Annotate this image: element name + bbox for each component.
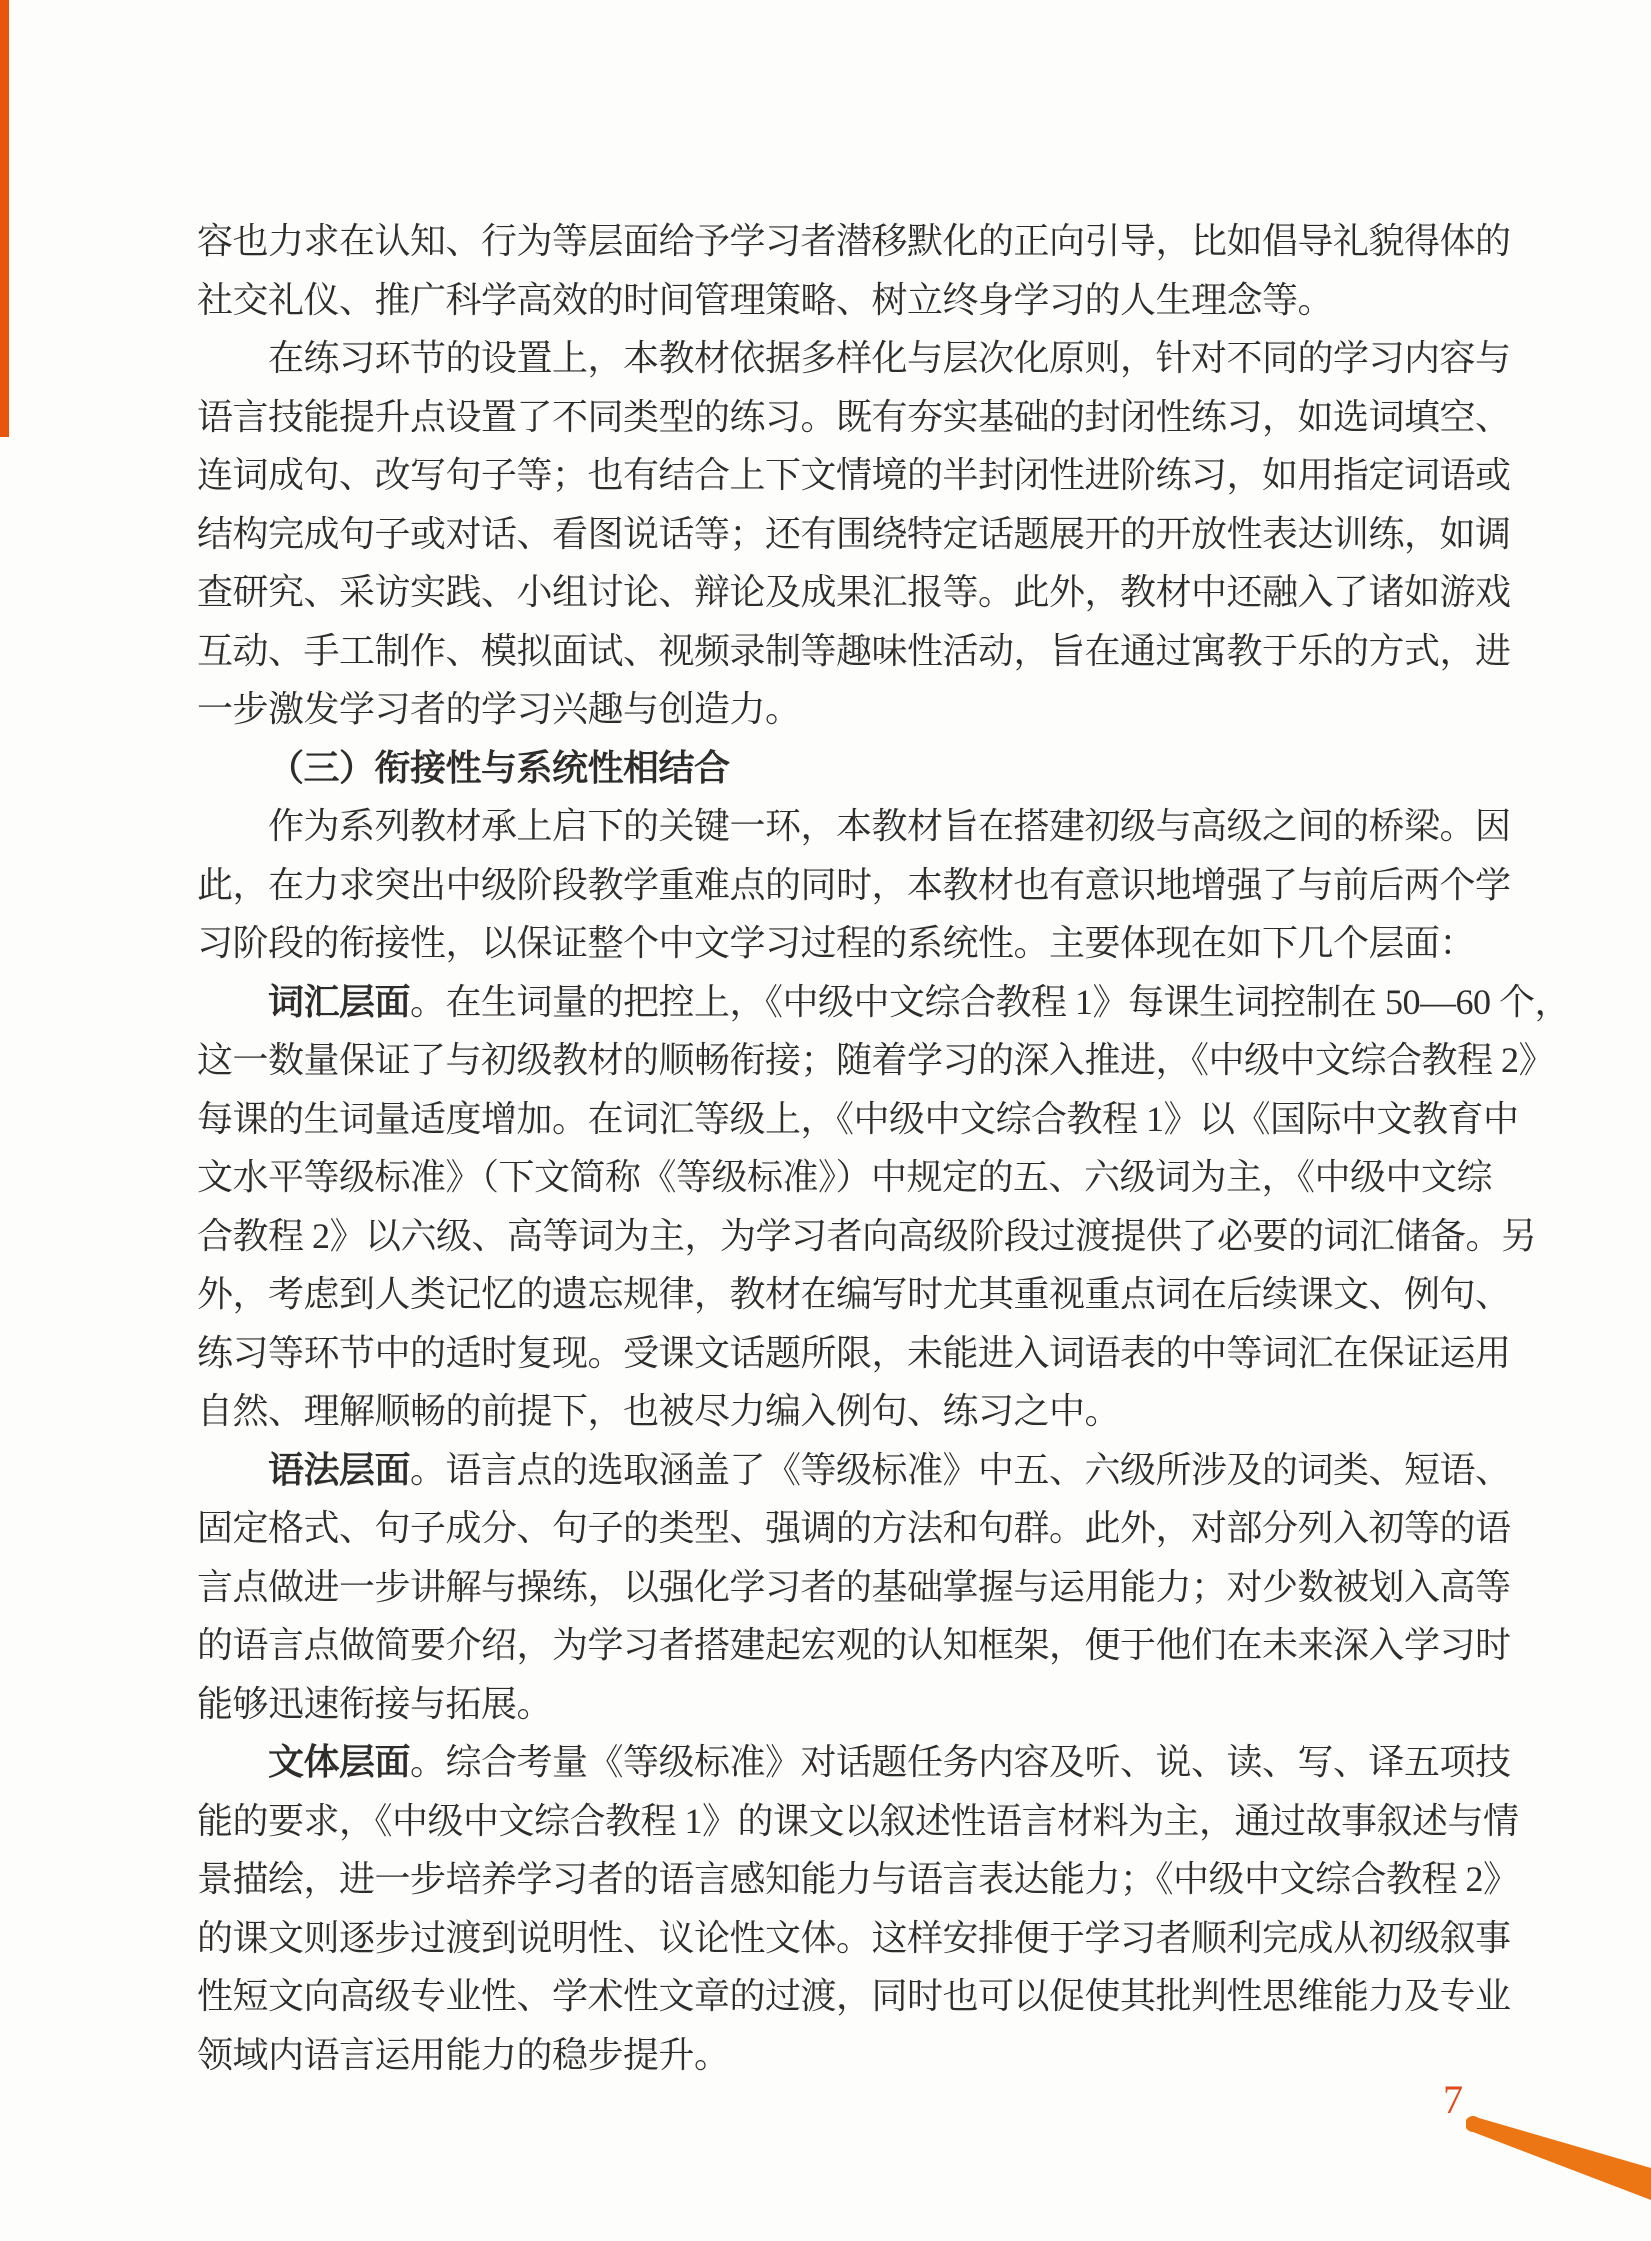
- text-line: 每课的生词量适度增加。在词汇等级上，《中级中文综合教程 1》以《国际中文教育中: [197, 1098, 1519, 1139]
- text-line: 词汇层面。在生词量的把控上，《中级中文综合教程 1》每课生词控制在 50—60 个，: [268, 981, 1571, 1022]
- text-line: 能的要求，《中级中文综合教程 1》的课文以叙述性语言材料为主，通过故事叙述与情: [197, 1800, 1519, 1841]
- text-line: 一步激发学习者的学习兴趣与创造力。: [197, 689, 801, 729]
- text-line: 语法层面。语言点的选取涵盖了《等级标准》中五、六级所涉及的词类、短语、: [268, 1449, 1511, 1490]
- text-line: 合教程 2》以六级、高等词为主，为学习者向高级阶段过渡提供了必要的词汇储备。另: [197, 1215, 1537, 1256]
- run-in-bold-label: 语法层面: [268, 1449, 411, 1490]
- text-line: 习阶段的衔接性，以保证整个中文学习过程的系统性。主要体现在如下几个层面：: [197, 923, 1476, 963]
- corner-swoosh-graphic: [1466, 2108, 1651, 2218]
- text-line: 这一数量保证了与初级教材的顺畅衔接；随着学习的深入推进，《中级中文综合教程 2》: [197, 1040, 1555, 1080]
- text-line: 景描绘，进一步培养学习者的语言感知能力与语言表达能力；《中级中文综合教程 2》: [197, 1859, 1519, 1899]
- text-line: 容也力求在认知、行为等层面给予学习者潜移默化的正向引导，比如倡导礼貌得体的: [197, 221, 1511, 261]
- run-in-bold-label: 词汇层面: [268, 981, 411, 1022]
- text-lines: [197, 212, 1571, 2084]
- page-text: [197, 212, 1571, 2084]
- left-edge-accent-bar: [0, 0, 9, 437]
- text-line: 性短文向高级专业性、学术性文章的过渡，同时也可以促使其批判性思维能力及专业: [197, 1976, 1511, 2016]
- text-line: 社交礼仪、推广科学高效的时间管理策略、树立终身学习的人生理念等。: [197, 279, 1334, 320]
- section-heading: （三）衔接性与系统性相结合: [268, 747, 730, 788]
- run-in-bold-label: 文体层面: [268, 1742, 411, 1782]
- text-line: 语言技能提升点设置了不同类型的练习。既有夯实基础的封闭性练习，如选词填空、: [197, 396, 1511, 437]
- text-line: 文体层面。综合考量《等级标准》对话题任务内容及听、说、读、写、译五项技: [268, 1742, 1511, 1782]
- text-line: 文水平等级标准》（下文简称《等级标准》）中规定的五、六级词为主，《中级中文综: [197, 1157, 1493, 1197]
- text-line: 能够迅速衔接与拓展。: [197, 1683, 553, 1724]
- text-line: 作为系列教材承上启下的关键一环，本教材旨在搭建初级与高级之间的桥梁。因: [268, 806, 1511, 846]
- page-number: 7: [1443, 2077, 1463, 2122]
- text-line: 领域内语言运用能力的稳步提升。: [197, 2034, 730, 2075]
- text-line: 结构完成句子或对话、看图说话等；还有围绕特定话题展开的开放性表达训练，如调: [197, 513, 1511, 554]
- text-line: 的语言点做简要介绍，为学习者搭建起宏观的认知框架，便于他们在未来深入学习时: [197, 1625, 1511, 1665]
- text-line: 外，考虑到人类记忆的遗忘规律，教材在编写时尤其重视重点词在后续课文、例句、: [197, 1274, 1511, 1314]
- text-line: 互动、手工制作、模拟面试、视频录制等趣味性活动，旨在通过寓教于乐的方式，进: [197, 630, 1511, 671]
- text-line: 的课文则逐步过渡到说明性、议论性文体。这样安排便于学习者顺利完成从初级叙事: [197, 1917, 1511, 1958]
- text-line: 自然、理解顺畅的前提下，也被尽力编入例句、练习之中。: [197, 1391, 1121, 1431]
- swoosh-icon: [1466, 2108, 1651, 2218]
- text-line: 在练习环节的设置上，本教材依据多样化与层次化原则，针对不同的学习内容与: [268, 338, 1511, 378]
- text-line: 练习等环节中的适时复现。受课文话题所限，未能进入词语表的中等词汇在保证运用: [197, 1332, 1511, 1373]
- text-line: 言点做进一步讲解与操练，以强化学习者的基础掌握与运用能力；对少数被划入高等: [197, 1566, 1511, 1607]
- text-line: 此，在力求突出中级阶段教学重难点的同时，本教材也有意识地增强了与前后两个学: [197, 864, 1511, 905]
- text-line: 查研究、采访实践、小组讨论、辩论及成果汇报等。此外，教材中还融入了诸如游戏: [197, 572, 1511, 612]
- text-line: 固定格式、句子成分、句子的类型、强调的方法和句群。此外，对部分列入初等的语: [197, 1508, 1511, 1548]
- text-line: 连词成句、改写句子等；也有结合上下文情境的半封闭性进阶练习，如用指定词语或: [197, 455, 1511, 495]
